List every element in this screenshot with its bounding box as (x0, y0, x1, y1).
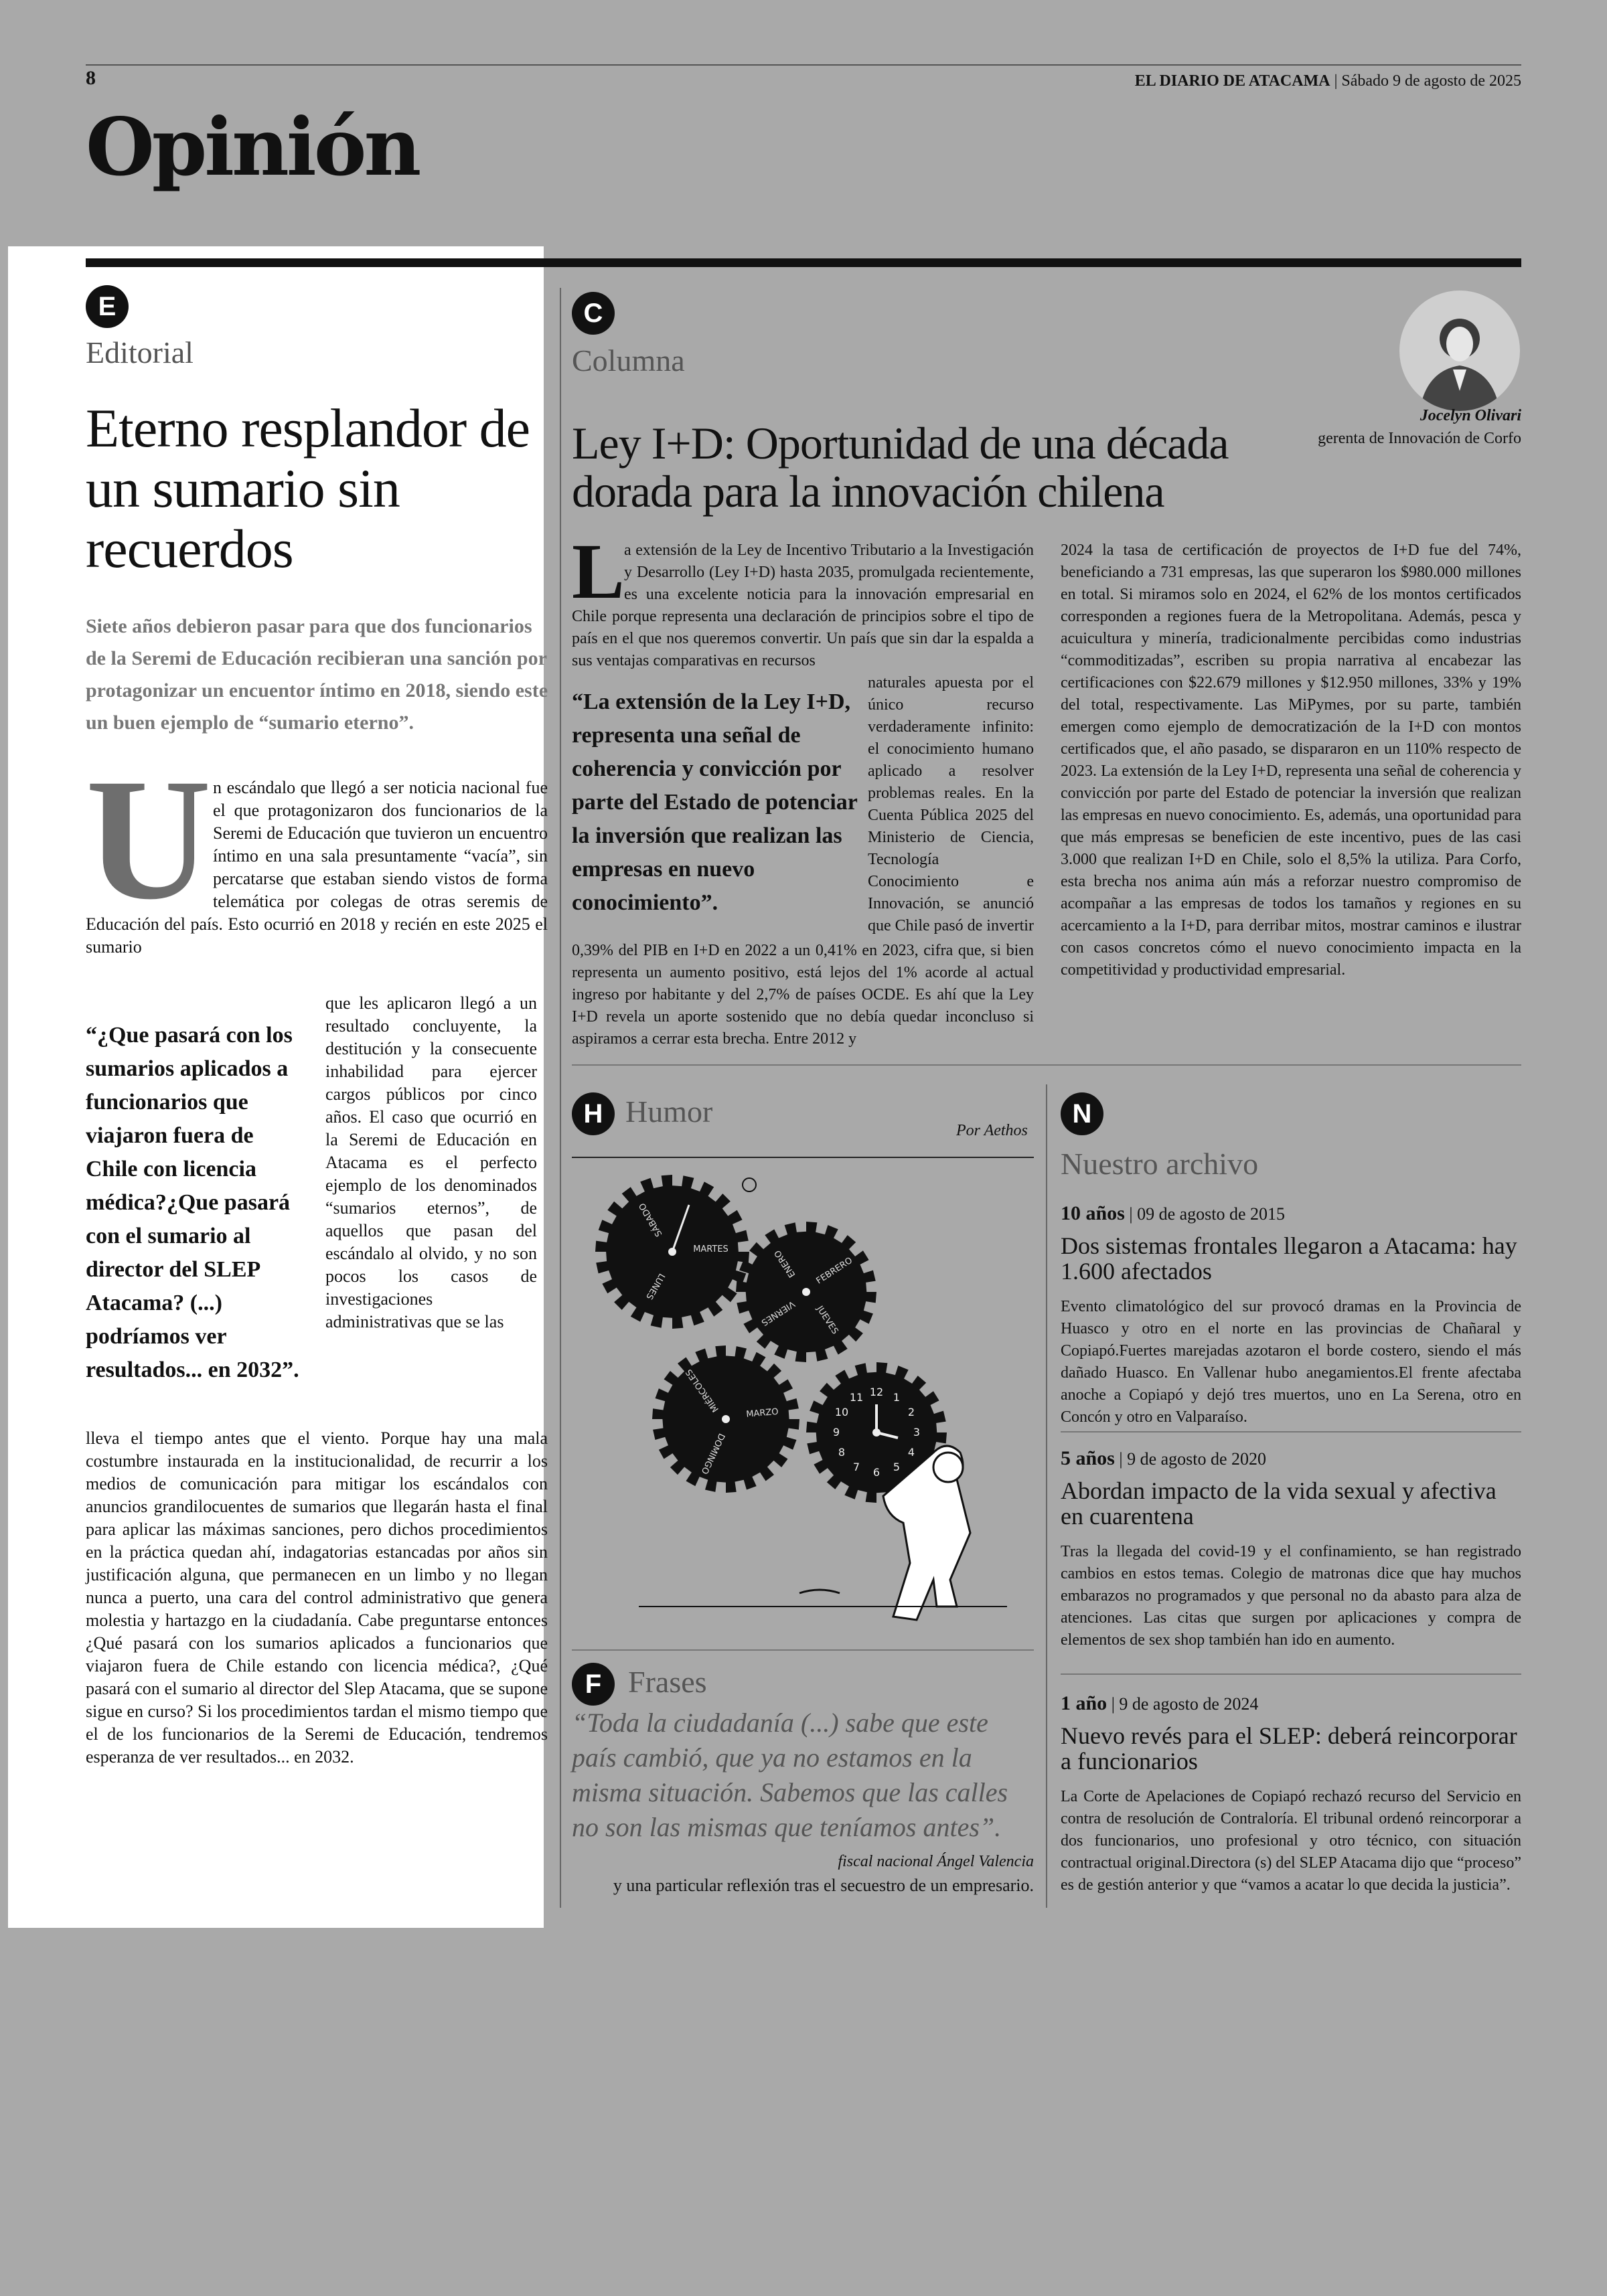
author-portrait-icon (1399, 291, 1520, 411)
column-side-text: naturales apuesta por el único recurso verdaderamente infinito: el conocimiento humano aplicado a resolver problemas reales. En la Cuenta Pública 2025 del Ministerio de Ciencia, Tecnología Conocimiento e Innovación, se anunció que Chile pasó de invertir (868, 674, 1034, 934)
archive-item (1061, 1692, 1521, 1896)
editorial-deck: Siete años debieron pasar para que dos funcionarios de la Seremi de Educación recibieran una sanción por protagonizar un encuentor íntimo en 2018, siendo este un buen ejemplo de “sumario eterno”. (86, 615, 548, 734)
gear-label: ENERO (773, 1248, 798, 1279)
gear-label: MARZO (745, 1406, 779, 1420)
clock-number: 6 (872, 1466, 881, 1479)
clock-number: 7 (852, 1461, 860, 1473)
archive-item-body: Evento climatológico del sur provocó dramas en la Provincia de Huasco y otro en el norte en las provincias de Chañaral y Copiapó.Fuertes marejadas azotaron el borde costero, siendo el más dañado Huasco. En Vallenar hubo anegamientos.El frente afectaba anoche a Copiapó y dejó tres muertos, uno en La Serena, otro en Concón y otro en Valparaíso. (1061, 1298, 1521, 1426)
archive-item-date-line (1061, 1202, 1521, 1225)
humor-badge: H (572, 1092, 615, 1135)
editorial-dropcap: U (86, 743, 212, 936)
archive-rule-2 (1061, 1673, 1521, 1675)
column-divider (560, 288, 561, 1908)
frases-rule (572, 1649, 1034, 1651)
archive-item-age: 10 años (1061, 1202, 1125, 1224)
column-headline: Ley I+D: Oportunidad de una década dorada para la innovación chilena (572, 418, 1229, 517)
frases-badge: F (572, 1663, 615, 1706)
editorial-side-text: que les aplicaron llegó a un resultado concluyente, la destitución y la consecuente inhabilidad para ejercer cargos públicos por cinco años. El caso que ocurrió en la Seremi de Educación en Atacama es el perfecto ejemplo de los denominados “sumarios eternos”, de aquellos que pasan del escándalo al olvido, y no son pocos los casos de investigaciones administrativas que se las (325, 993, 537, 1331)
humor-rule (572, 1157, 1034, 1158)
clock-number: 3 (913, 1426, 921, 1439)
archive-item-headline: Dos sistemas frontales llegaron a Atacama: hay 1.600 afectados (1061, 1232, 1517, 1285)
column-lead-text: a extensión de la Ley de Incentivo Tributario a la Investigación y Desarrollo (Ley I+D) hasta 2035, promulgada recientemente, es una excelente noticia para la innovación empresarial en Chile porque representa una declaración de principios sobre el tipo de país en el que nos queremos convertir. Un país que sin dar la espalda a sus ventajas comparativas en recursos (572, 542, 1034, 669)
gear-label: MIÉRCOLES (684, 1367, 721, 1414)
archive-item (1061, 1447, 1521, 1651)
clock-number: 5 (893, 1461, 901, 1473)
archive-item-headline: Abordan impacto de la vida sexual y afectiva en cuarentena (1061, 1477, 1497, 1530)
cartoon-gears-illustration (572, 1165, 1034, 1633)
author-photo (1399, 291, 1520, 411)
archive-item-body: La Corte de Apelaciones de Copiapó rechazó recurso del Servicio en contra de resolución de Contraloría. El tribunal ordenó reincorporar a dos funcionarios, uno profesional y otro técnico, con situación contractual original.Directora (s) del SLEP Atacama dijo que “proceso” es de gestión anterior y que “vamos a acatar lo que decida la justicia”. (1061, 1788, 1521, 1894)
page-number: 8 (86, 67, 96, 89)
frases-context: y una particular reflexión tras el secuestro de un empresario. (613, 1876, 1034, 1895)
clock-number: 12 (869, 1386, 884, 1398)
column-lead-block (572, 527, 1034, 672)
archive-item-date: | 09 de agosto de 2015 (1129, 1204, 1286, 1224)
editorial-pullquote: “¿Que pasará con los sumarios aplicados a funcionarios que viajaron fuera de Chile con licencia médica?¿Que pasará con el sumario al director del SLEP Atacama? (...) podríamos ver resultados... en 2032”. (86, 1023, 299, 1382)
newspaper-name: EL DIARIO DE ATACAMA (1134, 72, 1330, 90)
clock-number: 10 (834, 1406, 849, 1418)
clock-number: 2 (907, 1406, 915, 1418)
archive-item-date-line (1061, 1692, 1521, 1715)
issue-date: Sábado 9 de agosto de 2025 (1341, 72, 1521, 90)
archive-item-date: | 9 de agosto de 2024 (1111, 1694, 1259, 1714)
frases-quote: “Toda la ciudadanía (...) sabe que este país cambió, que ya no estamos en la misma situación. Sabemos que las calles no son las mismas que teníamos antes”. (572, 1708, 1008, 1842)
column-badge: C (572, 292, 615, 335)
top-rule (86, 64, 1521, 66)
column-dropcap: L (572, 527, 625, 615)
archive-item (1061, 1202, 1521, 1428)
gear-label: JUEVES (814, 1304, 840, 1337)
editorial-kicker: Editorial (86, 335, 194, 370)
gear-label: FEBRERO (814, 1255, 855, 1287)
archive-kicker: Nuestro archivo (1061, 1147, 1259, 1181)
column-bottom-text: 0,39% del PIB en I+D en 2022 a un 0,41% en 2023, cifra que, si bien representa un aumento positivo, está lejos del 1% acorde al actual ingreso por habitante y del 2,7% de países OCDE. Es ahí que la Ley I+D revela un aporte sostenido que no debía quedar inconcluso si aspiramos a cerrar esta brecha. Entre 2012 y (572, 942, 1034, 1048)
frases-kicker: Frases (628, 1665, 707, 1699)
column-pullquote: “La extensión de la Ley I+D, representa una señal de coherencia y convicción por parte del Estado de potenciar la inversión que realizan las empresas en nuevo conocimiento”. (572, 689, 858, 915)
clock-number: 8 (838, 1446, 846, 1459)
column-right-text: 2024 la tasa de certificación de proyectos de I+D fue del 74%, beneficiando a 731 empresas, las que superaron los $980.000 millones en total. Si miramos solo en 2024, el 62% de los montos certificados corresponden a regiones fuera de la Metropolitana. Además, pesca y acuicultura y minería, tradicionalmente percibidas como industrias “commoditizadas”, escriben su propia narrativa al encabezar las certificaciones con $22.679 millones y $12.950 millones, 33% y 19% del total, respectivamente. Las MiPymes, por su parte, también emergen como ejemplo de democratización de la I+D con montos certificados que, el año pasado, se dispararon en un 110% respecto de 2023. La extensión de la Ley I+D, representa una señal de coherencia y convicción por parte del Estado de potenciar la inversión que realizan las empresas en nuevo conocimiento. Es, además, una oportunidad para que más empresas se beneficien de este incentivo, pues de las casi 3.000 que realizan I+D en Chile, solo el 8,5% la utiliza. Para Corfo, esta brecha nos anima aún más a reforzar nuestro compromiso de acompañar a las empresas de todos los tamaños y regiones en su acercamiento a la I+D, para derribar mitos, mostrar caminos e ilustrar con casos concretos cómo el nuevo conocimiento impacta en la competitividad y productividad empresarial. (1061, 542, 1521, 979)
column-bottom-rule (572, 1064, 1521, 1066)
editorial-lead-text: n escándalo que llegó a ser noticia nacional fue el que protagonizaron dos funcionarios de la Seremi de Educación que tuvieron un encuentro íntimo en una sala presuntamente “vacía”, sin percatarse que estaban siendo vistos de forma telemática por colegas de otras seremis de Educación del país. Esto ocurrió en 2018 y recién en este 2025 el sumario (86, 778, 548, 957)
column-kicker: Columna (572, 343, 685, 378)
archive-item-age: 5 años (1061, 1447, 1115, 1469)
editorial-lead-block (86, 743, 548, 959)
humor-cartoon (572, 1165, 1034, 1633)
gear-label: DOMINGO (698, 1431, 726, 1476)
gear-label: VIERNES (759, 1298, 797, 1327)
clock-number: 4 (907, 1446, 915, 1459)
frases-attribution: fiscal nacional Ángel Valencia (838, 1853, 1034, 1870)
editorial-body-text: lleva el tiempo antes que el viento. Porque hay una mala costumbre instaurada en la institucionalidad, de recurrir a los medios de comunicación para mitigar los escándalos con anuncios grandilocuentes de sumarios que llegarán hasta el final para aplicar las máximas sanciones, pero dichos procedimientos en la práctica quedan ahí, indagatorias estancadas por años sin justificación alguna, que permanecen en un limbo y no llegan nunca a puerto, una cara del control administrativo que genera molestia y hartazgo en la ciudadanía. Cabe preguntarse entonces ¿Qué pasará con los sumarios aplicados a funcionarios que viajaron fuera de Chile estando con licencia médica?, ¿Qué pasará con el sumario al director del Slep Atacama, que se supone sigue en curso? Si los procedimientos tardan el mismo tiempo que el de los funcionarios de la Seremi de Educación, tendremos esperanza de ver resultados... en 2032. (86, 1428, 548, 1767)
section-title: Opinión (86, 100, 419, 193)
archive-item-body: Tras la llegada del covid-19 y el confinamiento, se han registrado cambios en estos temas. Colegio de matronas dice que hay muchos embarazos no programados y que personal no da abasto para alza de atenciones. Las citas que surgen por aplicaciones y compra de elementos de sex shop también han ido en aumento. (1061, 1543, 1521, 1649)
humor-archive-divider (1046, 1084, 1047, 1908)
archive-badge: N (1061, 1092, 1103, 1135)
clock-number: 9 (832, 1426, 840, 1439)
humor-kicker: Humor (625, 1094, 713, 1129)
archive-item-date: | 9 de agosto de 2020 (1119, 1449, 1267, 1469)
masthead: EL DIARIO DE ATACAMA | Sábado 9 de agosto de 2025 (1134, 72, 1521, 90)
section-divider-bar (86, 258, 1521, 267)
clock-number: 1 (893, 1391, 901, 1404)
archive-item-age: 1 año (1061, 1692, 1107, 1714)
humor-credit: Por Aethos (956, 1122, 1028, 1139)
editorial-badge: E (86, 285, 129, 328)
archive-rule-1 (1061, 1431, 1521, 1432)
clock-number: 11 (849, 1391, 864, 1404)
author-role: gerenta de Innovación de Corfo (1318, 430, 1521, 447)
archive-item-headline: Nuevo revés para el SLEP: deberá reincorporar a funcionarios (1061, 1722, 1517, 1775)
author-name: Jocelyn Olivari (1420, 407, 1521, 424)
gear-label: SÁBADO (637, 1201, 665, 1238)
editorial-headline: Eterno resplandor de un sumario sin recuerdos (86, 398, 530, 579)
gear-label: LUNES (643, 1271, 667, 1301)
archive-item-date-line (1061, 1447, 1521, 1470)
gear-label: MARTES (693, 1244, 729, 1254)
